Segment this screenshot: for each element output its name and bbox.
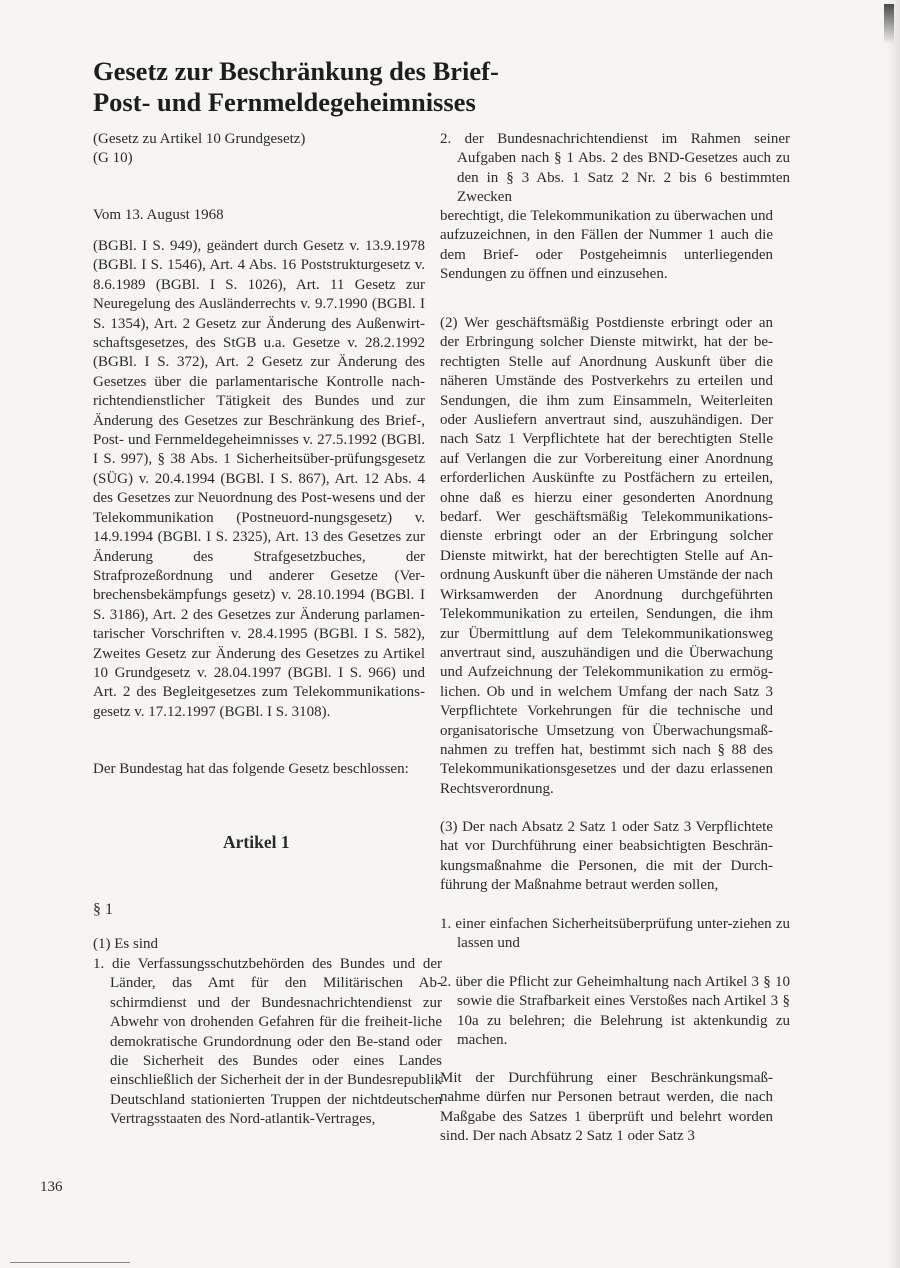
subtitle-line-2: (G 10) <box>93 150 133 167</box>
list-item-3-2: 2. über die Pflicht zur Geheimhaltung nach Artikel 3 § 10 sowie die Strafbarkeit eines Verstoßes nach Artikel 3 § 10a zu belehren; die Belehrung ist aktenkundig zu machen. <box>440 974 790 1049</box>
subtitle <box>93 130 425 169</box>
scan-artifact <box>884 4 894 44</box>
page-number: 136 <box>40 1179 63 1195</box>
list-item-1: 1. die Verfassungsschutzbehörden des Bundes und der Länder, das Amt für den Militärischen Ab-schirmdienst und der Bundesnachrichtendienst zur Abwehr von drohenden Gefahren für die freiheit-liche demokratische Grundordnung oder den Be-stand oder die Sicherheit des Bundes oder eines Landes einschließlich der Sicherheit der in der Bundesrepublik Deutschland stationierten Truppen der nichtdeutschen Vertragsstaaten des Nord-atlantik-Vertrages, <box>93 956 442 1128</box>
paragraph-3: (3) Der nach Absatz 2 Satz 1 oder Satz 3 Verpflichtete hat vor Durchführung einer beabsichtigten Beschrän-kungsmaßnahme die Personen, die mit der Durch-führung der Maßnahme betraut werden sollen, <box>440 819 773 894</box>
article-heading: Artikel 1 <box>223 832 290 852</box>
section-heading: § 1 <box>93 901 113 918</box>
list-item-3-1: 1. einer einfachen Sicherheitsüberprüfung unter-ziehen zu lassen und <box>440 916 790 952</box>
paragraph-1-intro: (1) Es sind <box>93 936 158 952</box>
divider <box>10 1262 130 1263</box>
paragraph-1-continuation: berechtigt, die Telekommunikation zu überwachen und aufzuzeichnen, in den Fällen der Nummer 1 auch die dem Brief- oder Postgeheimnis unterliegenden Sendungen zu öffnen und einzusehen. <box>440 208 773 283</box>
paragraph-2: (2) Wer geschäftsmäßig Postdienste erbringt oder an der Erbringung solcher Dienste mitwirkt, hat der be-rechtigten Stelle auf Anordnung Auskunft über die näheren Umstände des Postverkehrs zu erteilen und Sendungen, die ihm zum Einsammeln, Weiterleiten oder Ausliefern anvertraut sind, auszuhändigen. Der nach Satz 1 Verpflichtete hat der berechtigten Stelle auf Verlangen die zur Vorbereitung einer Anordnung erforderlichen Auskünfte zu Postfächern zu erteilen, ohne daß es hierzu einer gesonderten Anordnung bedarf. Wer geschäftsmäßig Telekommunikations-dienste erbringt oder an der Erbringung solcher Dienste mitwirkt, hat der berechtigten Stelle auf An-ordnung Auskunft über die näheren Umstände der nach Wirksamwerden der Anordnung durchgeführten Telekommunikation zu erteilen, Sendungen, die ihm zur Übermittlung auf dem Telekommunikationsweg anvertraut sind, auszuhändigen und die Überwachung und Aufzeichnung der Telekommunikation zu ermög-lichen. Ob und in welchem Umfang der nach Satz 3 Verpflichtete Vorkehrungen für die technische und organisatorische Umsetzung von Überwachungsmaß-nahmen zu treffen hat, bestimmt sich nach § 88 des Telekommunikationsgesetzes und der dazu erlassenen Rechtsverordnung. <box>440 315 773 797</box>
page-title <box>93 56 573 118</box>
subtitle-line-1: (Gesetz zu Artikel 10 Grundgesetz) <box>93 131 306 147</box>
closing-paragraph: Mit der Durchführung einer Beschränkungsmaß-nahme dürfen nur Personen betraut werden, die nach Maßgabe des Satzes 1 überprüft und belehrt worden sind. Der nach Absatz 2 Satz 1 oder Satz 3 <box>440 1070 773 1145</box>
amendment-history: (BGBl. I S. 949), geändert durch Gesetz v. 13.9.1978 (BGBl. I S. 1546), Art. 4 Abs. 16 Poststrukturgesetz v. 8.6.1989 (BGBl. I S. 1026), Art. 11 Gesetz zur Neuregelung des Ausländerrechts v. 9.7.1990 (BGBl. I S. 1354), Art. 2 Gesetz zur Änderung des Außenwirt-schaftsgesetzes, des StGB u.a. Gesetze v. 28.2.1992 (BGBl. I S. 372), Art. 2 Gesetz zur Änderung des Gesetzes über die parlamentarische Kontrolle nach-richtendienstlicher Tätigkeit des Bundes und zur Änderung des Gesetzes zur Beschränkung des Brief-, Post- und Fernmeldegeheimnisses v. 27.5.1992 (BGBl. I S. 997), § 38 Abs. 1 Sicherheitsüber-prüfungsgesetz (SÜG) v. 20.4.1994 (BGBl. I S. 867), Art. 12 Abs. 4 des Gesetzes zur Neuordnung des Post-wesens und der Telekommunikation (Postneuord-nungsgesetz) v. 14.9.1994 (BGBl. I S. 2325), Art. 13 des Gesetzes zur Änderung des Strafgesetzbuches, der Strafprozeßordnung und anderer Gesetze (Ver-brechensbekämpfungs gesetz) v. 28.10.1994 (BGBl. I S. 3186), Art. 2 des Gesetzes zur Änderung parlamen-tarischer Vorschriften v. 28.4.1995 (BGBl. I S. 582), Zweites Gesetz zur Änderung des Gesetzes zu Artikel 10 Grundgesetz v. 28.04.1997 (BGBl. I S. 966) und Art. 2 des Begleitgesetzes zum Telekommunikations-gesetz v. 17.12.1997 (BGBl. I S. 3108). <box>93 238 425 720</box>
list-item-2: 2. der Bundesnachrichtendienst im Rahmen seiner Aufgaben nach § 1 Abs. 2 des BND-Gesetzes auch zu den in § 3 Abs. 1 Satz 2 Nr. 2 bis 6 bestimmten Zwecken <box>440 131 790 206</box>
promulgation-date: Vom 13. August 1968 <box>93 207 224 223</box>
scan-edge-shadow <box>886 0 900 1268</box>
enactment-clause: Der Bundestag hat das folgende Gesetz beschlossen: <box>93 761 409 777</box>
title-line-2: Post- und Fernmeldegeheimnisses <box>93 87 476 117</box>
title-line-1: Gesetz zur Beschränkung des Brief- <box>93 56 499 86</box>
